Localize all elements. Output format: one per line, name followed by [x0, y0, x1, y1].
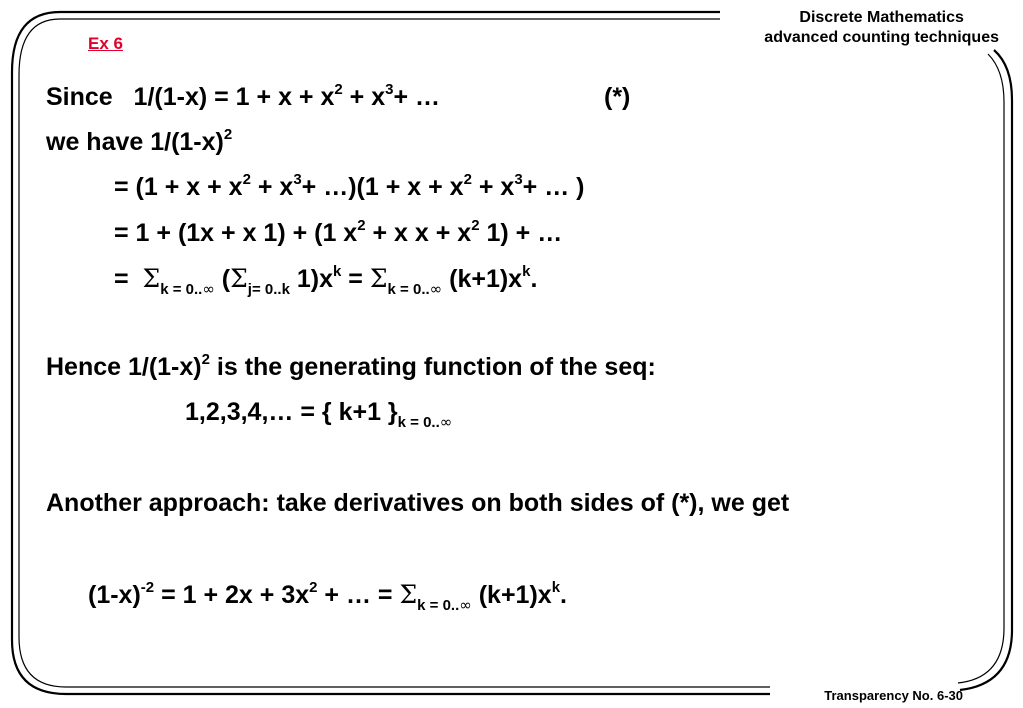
line-since — [46, 81, 631, 112]
infinity-symbol: ∞ — [459, 596, 472, 614]
text-fragment: + … ) — [522, 173, 585, 201]
line-expansion — [114, 218, 562, 248]
superscript: 2 — [309, 579, 318, 596]
infinity-symbol: ∞ — [202, 280, 215, 298]
example-label: Ex 6 — [88, 34, 123, 53]
text-fragment: + … — [393, 83, 441, 111]
subscript: j= 0..k — [247, 281, 290, 298]
superscript: -2 — [140, 579, 155, 596]
superscript: 2 — [242, 171, 251, 188]
text-fragment: + … = — [317, 581, 400, 609]
superscript: 2 — [471, 217, 480, 234]
superscript: 2 — [357, 217, 366, 234]
text-fragment: ( — [214, 265, 231, 293]
text-fragment: . — [560, 581, 567, 609]
line-hence — [46, 352, 656, 382]
course-title: Discrete Mathematics — [799, 9, 964, 26]
text-fragment: . — [530, 265, 538, 293]
sigma-symbol: Σ — [399, 580, 418, 609]
sigma-symbol: Σ — [230, 264, 248, 293]
infinity-symbol: ∞ — [439, 413, 453, 431]
sigma-symbol: Σ — [142, 264, 161, 293]
line-another-approach: Another approach: take derivatives on both sides of (*), we get — [46, 489, 790, 517]
course-header — [764, 8, 999, 48]
line-product — [114, 172, 584, 202]
superscript: k — [551, 579, 561, 596]
equation-tag: (*) — [604, 83, 631, 111]
superscript: 3 — [293, 171, 302, 188]
superscript: 3 — [385, 81, 394, 98]
text-fragment: 1) + … — [479, 219, 563, 247]
course-subtitle: advanced counting techniques — [764, 29, 999, 46]
text-fragment: we have 1/(1-x) — [46, 128, 224, 156]
text-fragment: (k+1)x — [442, 265, 523, 293]
text-fragment: = 1 + 2x + 3x — [154, 581, 310, 609]
line-derivative — [88, 579, 567, 614]
text-fragment: (1-x) — [88, 581, 141, 609]
superscript: k — [333, 263, 342, 280]
subscript: k = 0.. — [397, 414, 440, 431]
text-fragment: is the generating function of the seq: — [209, 353, 656, 381]
infinity-symbol: ∞ — [429, 280, 443, 298]
text-fragment: + x x + x — [365, 219, 472, 247]
text-fragment: + x — [471, 173, 515, 201]
text-fragment: = 1 + (1x + x 1) + (1 x — [114, 219, 358, 247]
superscript: 3 — [514, 171, 523, 188]
text-fragment: + x — [342, 83, 386, 111]
text-fragment: = (1 + x + x — [114, 173, 243, 201]
superscript: 2 — [334, 81, 343, 98]
line-sum — [114, 263, 538, 298]
text-fragment: 1)x — [289, 265, 334, 293]
text-fragment: Hence 1/(1-x) — [46, 353, 202, 381]
slide-number: Transparency No. 6-30 — [824, 688, 963, 703]
sigma-symbol: Σ — [369, 264, 388, 293]
subscript: k = 0.. — [417, 597, 460, 614]
subscript: k = 0.. — [387, 281, 430, 298]
superscript: k — [522, 263, 531, 280]
superscript: 2 — [223, 126, 233, 143]
text-fragment: 1,2,3,4,… = { k+1 } — [185, 398, 398, 426]
subscript: k = 0.. — [160, 281, 203, 298]
since-word: Since — [46, 83, 113, 111]
superscript: 2 — [463, 171, 472, 188]
text-fragment: + x — [250, 173, 294, 201]
text-fragment: 1/(1-x) = 1 + x + x — [133, 83, 335, 111]
text-fragment: (k+1)x — [471, 581, 552, 609]
line-we-have — [46, 127, 232, 157]
line-sequence — [185, 397, 453, 431]
text-fragment: = — [341, 265, 370, 293]
superscript: 2 — [201, 351, 210, 368]
text-fragment: = — [114, 265, 129, 293]
text-fragment: + …)(1 + x + x — [301, 173, 464, 201]
